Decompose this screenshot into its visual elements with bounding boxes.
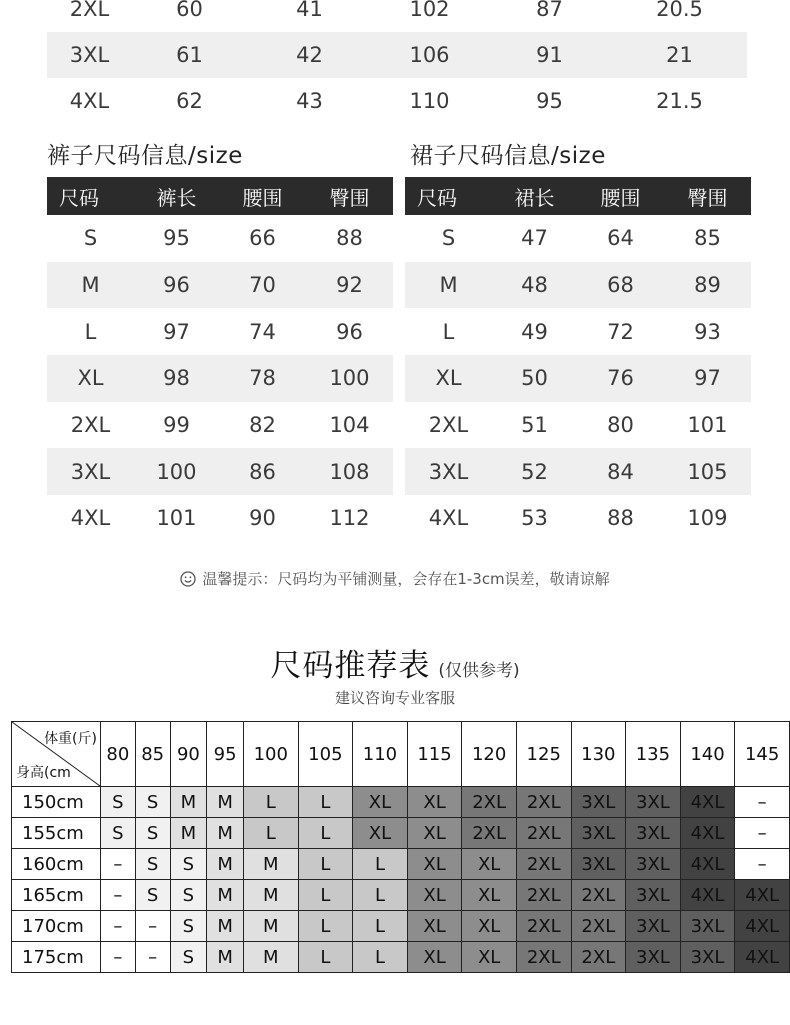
weight-header: 85 xyxy=(135,722,170,787)
size-cell: XL xyxy=(407,911,462,942)
table-row xyxy=(47,448,393,495)
table-cell: 98 xyxy=(134,355,219,402)
size-cell: 4XL xyxy=(735,911,790,942)
table-cell: 99 xyxy=(163,413,190,438)
column-header: 臀围 xyxy=(664,177,751,215)
height-label: 155cm xyxy=(12,818,101,849)
table-cell: 78 xyxy=(219,355,306,402)
table-cell: 90 xyxy=(249,506,276,531)
size-cell: XL xyxy=(462,849,517,880)
table-cell: 3XL xyxy=(405,448,492,495)
size-recommend-table xyxy=(11,721,790,973)
height-label: 175cm xyxy=(12,942,101,973)
table-cell: 4XL xyxy=(70,506,111,531)
table-cell: 95 xyxy=(163,226,190,251)
table-cell: M xyxy=(47,262,134,309)
size-cell: 2XL xyxy=(516,880,571,911)
table-cell: 93 xyxy=(694,319,721,344)
table-cell: 60 xyxy=(176,0,203,21)
size-cell: L xyxy=(298,942,353,973)
weight-axis-label: 体重(斤) xyxy=(44,731,97,747)
size-cell: L xyxy=(353,942,408,973)
size-cell: S xyxy=(135,787,170,818)
table-cell: 97 xyxy=(664,355,751,402)
size-cell: 2XL xyxy=(516,787,571,818)
table-row xyxy=(47,215,393,262)
table-row xyxy=(47,402,393,449)
size-cell: S xyxy=(170,942,207,973)
table-cell: 4XL xyxy=(69,89,110,113)
size-cell: – xyxy=(735,849,790,880)
table-row xyxy=(405,262,751,309)
height-label: 165cm xyxy=(12,880,101,911)
table-cell: 3XL xyxy=(47,448,134,495)
weight-header: 100 xyxy=(243,722,298,787)
table-cell: M xyxy=(405,262,492,309)
size-cell: XL xyxy=(407,942,462,973)
weight-header: 115 xyxy=(407,722,462,787)
recommend-title xyxy=(0,640,790,685)
column-header: 尺码 xyxy=(47,177,134,215)
table-cell: 105 xyxy=(664,448,751,495)
size-cell: L xyxy=(298,818,353,849)
table-row xyxy=(12,849,790,880)
table-cell: 95 xyxy=(536,89,563,113)
weight-header: 80 xyxy=(101,722,136,787)
table-row xyxy=(47,495,393,542)
table-row xyxy=(47,78,747,124)
size-cell: 4XL xyxy=(735,880,790,911)
size-cell: XL xyxy=(353,818,408,849)
table-cell: XL xyxy=(47,355,134,402)
table-row xyxy=(12,880,790,911)
column-header: 腰围 xyxy=(577,177,664,215)
table-cell: 64 xyxy=(607,226,634,251)
recommend-title-note: (仅供参考) xyxy=(438,661,520,681)
size-cell: – xyxy=(101,880,136,911)
size-cell: – xyxy=(135,911,170,942)
size-cell: – xyxy=(735,787,790,818)
size-cell: 2XL xyxy=(571,880,626,911)
table-cell: 50 xyxy=(492,355,577,402)
size-cell: M xyxy=(207,787,244,818)
weight-header: 90 xyxy=(170,722,207,787)
size-cell: 3XL xyxy=(626,942,681,973)
size-cell: L xyxy=(298,787,353,818)
height-axis-label: 身高(cm xyxy=(16,765,71,781)
table-row xyxy=(405,355,751,402)
size-cell: L xyxy=(243,818,298,849)
size-cell: – xyxy=(101,849,136,880)
skirt-size-title: 裙子尺码信息/size xyxy=(410,143,606,169)
weight-header: 125 xyxy=(516,722,571,787)
table-cell: 87 xyxy=(536,0,563,21)
size-cell: L xyxy=(243,787,298,818)
table-cell: S xyxy=(83,226,98,251)
table-row xyxy=(47,0,747,32)
weight-header: 105 xyxy=(298,722,353,787)
size-cell: L xyxy=(298,849,353,880)
weight-header: 120 xyxy=(462,722,517,787)
table-cell: 21 xyxy=(612,32,747,78)
skirt-size-table xyxy=(405,177,751,542)
size-cell: 3XL xyxy=(571,849,626,880)
column-header: 臀围 xyxy=(306,177,393,215)
size-cell: M xyxy=(243,880,298,911)
table-cell: 88 xyxy=(336,226,363,251)
table-cell: 84 xyxy=(577,448,664,495)
column-header: 腰围 xyxy=(219,177,306,215)
size-cell: 2XL xyxy=(516,818,571,849)
table-cell: 68 xyxy=(577,262,664,309)
table-cell: 109 xyxy=(687,506,728,531)
table-row xyxy=(405,495,751,542)
table-cell: 2XL xyxy=(69,0,110,21)
table-cell: 106 xyxy=(372,32,487,78)
table-cell: 76 xyxy=(577,355,664,402)
size-cell: 3XL xyxy=(571,787,626,818)
table-cell: 89 xyxy=(664,262,751,309)
table-cell: 97 xyxy=(163,319,190,344)
table-cell: 41 xyxy=(296,0,323,21)
table-cell: 96 xyxy=(134,262,219,309)
table-cell: 110 xyxy=(409,89,450,113)
size-cell: M xyxy=(207,818,244,849)
table-cell: L xyxy=(442,319,455,344)
size-cell: 3XL xyxy=(626,818,681,849)
weight-header: 130 xyxy=(571,722,626,787)
recommend-subtitle: 建议咨询专业客服 xyxy=(334,689,455,707)
table-cell: 72 xyxy=(607,319,634,344)
table-cell: 101 xyxy=(156,506,197,531)
size-cell: S xyxy=(101,818,136,849)
size-cell: 3XL xyxy=(626,911,681,942)
size-cell: S xyxy=(170,849,207,880)
table-row xyxy=(12,942,790,973)
size-cell: – xyxy=(735,818,790,849)
size-cell: 4XL xyxy=(680,787,735,818)
size-cell: 3XL xyxy=(626,880,681,911)
table-row xyxy=(12,911,790,942)
table-row xyxy=(47,308,393,355)
size-cell: – xyxy=(135,942,170,973)
column-header: 裤长 xyxy=(134,177,219,215)
table-cell: 66 xyxy=(249,226,276,251)
table-cell: 2XL xyxy=(70,413,111,438)
size-cell: – xyxy=(101,911,136,942)
table-cell: 51 xyxy=(521,413,548,438)
table-cell: 42 xyxy=(247,32,372,78)
table-cell: 100 xyxy=(306,355,393,402)
table-cell: 20.5 xyxy=(656,0,703,21)
table-cell: 96 xyxy=(336,319,363,344)
table-cell: 21.5 xyxy=(656,89,703,113)
size-cell: S xyxy=(135,880,170,911)
size-cell: 3XL xyxy=(626,787,681,818)
weight-header: 140 xyxy=(680,722,735,787)
size-cell: XL xyxy=(407,849,462,880)
size-cell: S xyxy=(170,880,207,911)
table-row xyxy=(47,355,393,402)
table-cell: 52 xyxy=(492,448,577,495)
size-cell: 2XL xyxy=(571,942,626,973)
size-cell: M xyxy=(207,849,244,880)
size-cell: 4XL xyxy=(680,849,735,880)
table-row xyxy=(12,818,790,849)
table-cell: L xyxy=(84,319,97,344)
table-cell: 91 xyxy=(487,32,612,78)
size-cell: 2XL xyxy=(462,818,517,849)
table-cell: 101 xyxy=(687,413,728,438)
size-cell: 3XL xyxy=(680,911,735,942)
size-cell: L xyxy=(353,911,408,942)
size-cell: XL xyxy=(353,787,408,818)
size-cell: S xyxy=(135,818,170,849)
size-cell: XL xyxy=(462,880,517,911)
size-cell: 4XL xyxy=(680,880,735,911)
table-row xyxy=(405,215,751,262)
weight-header: 145 xyxy=(735,722,790,787)
size-cell: S xyxy=(135,849,170,880)
size-cell: 3XL xyxy=(571,818,626,849)
table-cell: 88 xyxy=(607,506,634,531)
table-cell: 86 xyxy=(219,448,306,495)
size-cell: 2XL xyxy=(516,849,571,880)
size-cell: S xyxy=(101,787,136,818)
table-row xyxy=(47,262,393,309)
size-cell: M xyxy=(243,911,298,942)
height-label: 170cm xyxy=(12,911,101,942)
size-cell: 2XL xyxy=(462,787,517,818)
size-cell: XL xyxy=(462,942,517,973)
weight-header: 110 xyxy=(353,722,408,787)
table-cell: 3XL xyxy=(47,32,132,78)
corner-cell xyxy=(12,722,101,787)
size-cell: XL xyxy=(407,787,462,818)
pants-size-table xyxy=(47,177,393,542)
table-row xyxy=(47,32,747,78)
table-cell: 61 xyxy=(132,32,247,78)
table-cell: 100 xyxy=(134,448,219,495)
smile-icon xyxy=(180,571,196,587)
column-header: 尺码 xyxy=(405,177,492,215)
size-cell: M xyxy=(243,849,298,880)
table-row xyxy=(405,448,751,495)
weight-header: 95 xyxy=(207,722,244,787)
table-cell: 70 xyxy=(219,262,306,309)
recommend-title-text: 尺码推荐表 xyxy=(270,648,431,684)
table-cell: 82 xyxy=(249,413,276,438)
size-cell: XL xyxy=(407,880,462,911)
size-cell: L xyxy=(353,880,408,911)
measurement-tip xyxy=(0,568,790,589)
table-cell: XL xyxy=(405,355,492,402)
size-cell: M xyxy=(207,880,244,911)
table-cell: S xyxy=(441,226,456,251)
size-cell: M xyxy=(243,942,298,973)
table-row xyxy=(12,787,790,818)
table-cell: 2XL xyxy=(428,413,469,438)
table-cell: 53 xyxy=(521,506,548,531)
size-cell: 2XL xyxy=(516,911,571,942)
size-cell: 2XL xyxy=(516,942,571,973)
size-cell: 4XL xyxy=(735,942,790,973)
size-cell: XL xyxy=(407,818,462,849)
size-cell: M xyxy=(170,787,207,818)
table-cell: 74 xyxy=(249,319,276,344)
height-label: 150cm xyxy=(12,787,101,818)
tip-text: 温馨提示：尺码均为平铺测量，会存在1-3cm误差，敬请谅解 xyxy=(202,570,610,588)
size-cell: – xyxy=(101,942,136,973)
table-cell: 92 xyxy=(306,262,393,309)
size-cell: L xyxy=(298,880,353,911)
table-row xyxy=(405,308,751,355)
table-cell: 102 xyxy=(409,0,450,21)
table-cell: 47 xyxy=(521,226,548,251)
size-cell: 2XL xyxy=(571,911,626,942)
size-cell: M xyxy=(207,942,244,973)
size-cell: M xyxy=(207,911,244,942)
size-cell: 3XL xyxy=(626,849,681,880)
weight-header: 135 xyxy=(626,722,681,787)
size-cell: 3XL xyxy=(680,942,735,973)
table-cell: 80 xyxy=(607,413,634,438)
top-size-table xyxy=(47,0,747,124)
height-label: 160cm xyxy=(12,849,101,880)
table-cell: 62 xyxy=(176,89,203,113)
table-cell: 4XL xyxy=(428,506,469,531)
size-cell: M xyxy=(170,818,207,849)
table-cell: 43 xyxy=(296,89,323,113)
column-header: 裙长 xyxy=(492,177,577,215)
size-cell: L xyxy=(298,911,353,942)
pants-size-title: 裤子尺码信息/size xyxy=(47,143,243,169)
size-cell: S xyxy=(170,911,207,942)
size-cell: XL xyxy=(462,911,517,942)
table-cell: 49 xyxy=(521,319,548,344)
table-cell: 104 xyxy=(329,413,370,438)
table-cell: 48 xyxy=(492,262,577,309)
size-cell: L xyxy=(353,849,408,880)
table-cell: 108 xyxy=(306,448,393,495)
table-cell: 112 xyxy=(329,506,370,531)
table-cell: 85 xyxy=(694,226,721,251)
size-cell: 4XL xyxy=(680,818,735,849)
table-row xyxy=(405,402,751,449)
